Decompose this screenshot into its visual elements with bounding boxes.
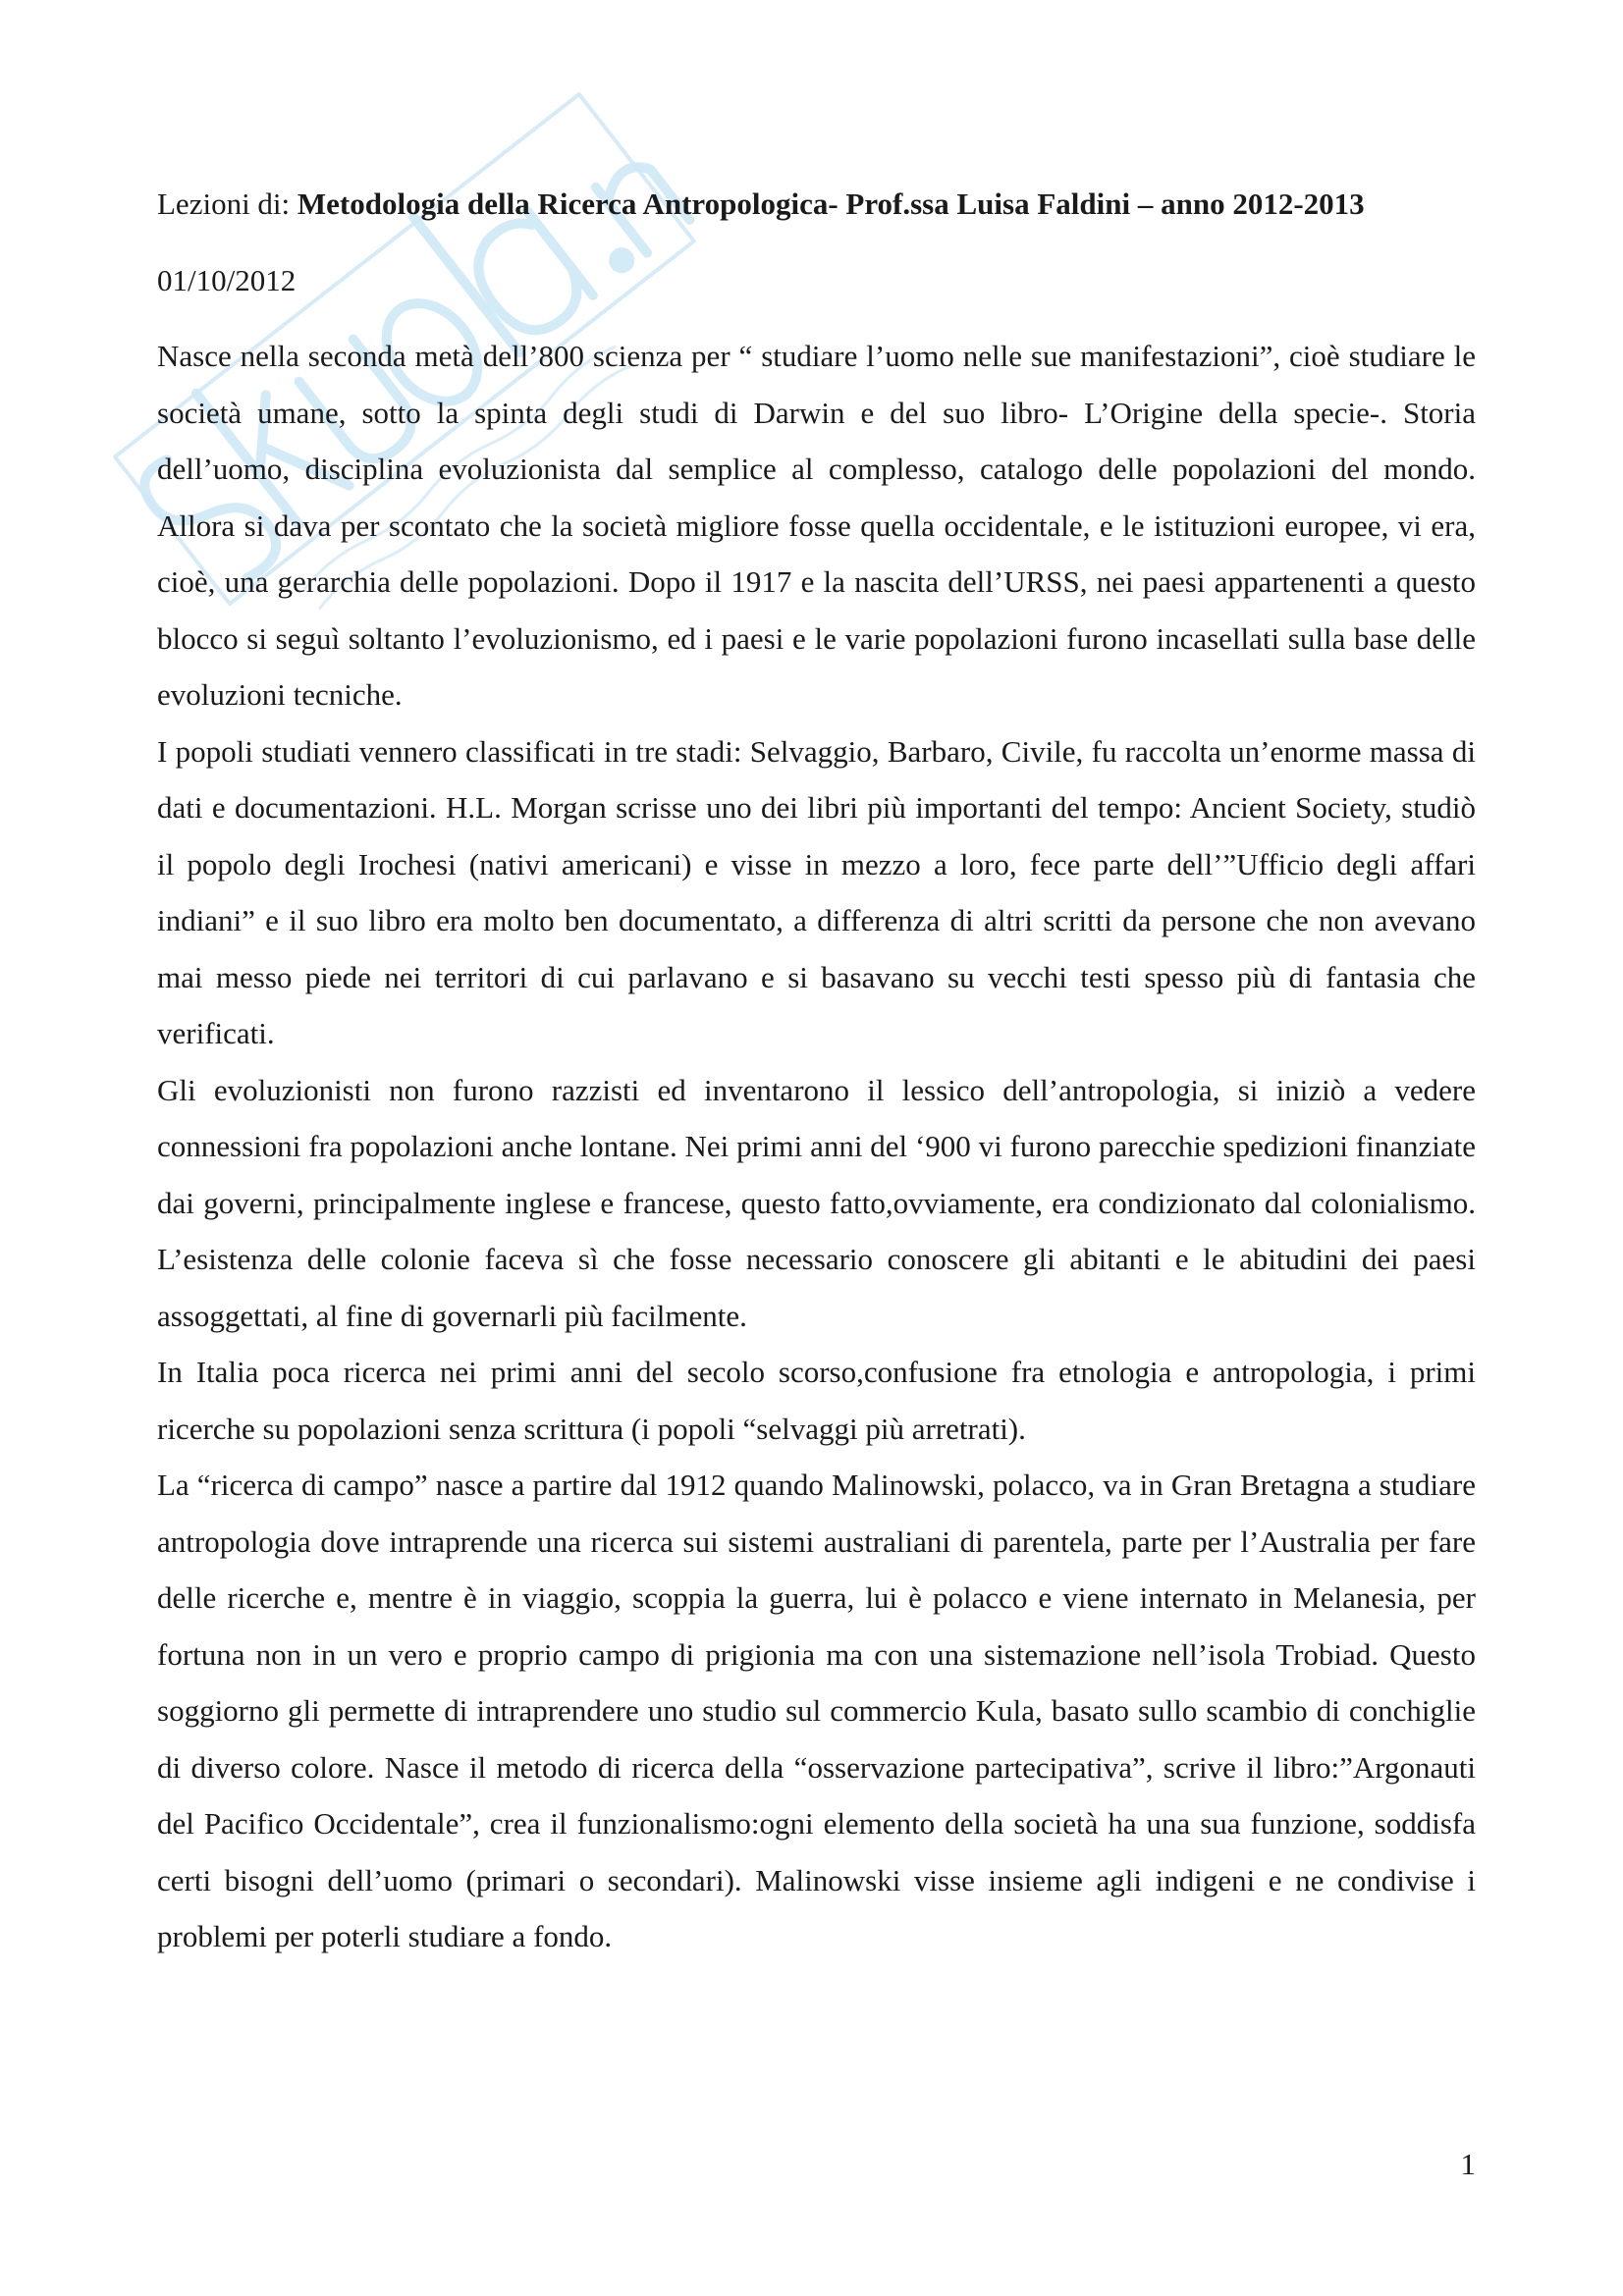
paragraph: Gli evoluzionisti non furono razzisti ed inventarono il lessico dell’antropologia, si iniziò a vedere connessioni fra popolazioni anche lontane. Nei primi anni del ‘900 vi furono parecchie spedizioni finanziate dai governi, principalmente inglese e francese, questo fatto,ovviamente, era condizionato dal colonialismo. L’esistenza delle colonie faceva sì che fosse necessario conoscere gli abitanti e le abitudini dei paesi assoggettati, al fine di governarli più facilmente. bbox=[157, 1072, 1476, 1333]
page-number: 1 bbox=[1460, 2147, 1476, 2181]
paragraph: In Italia poca ricerca nei primi anni del secolo scorso,confusione fra etnologia e antropologia, i primi ricerche su popolazioni senza scrittura (i popoli “selvaggi più arretrati). bbox=[157, 1355, 1476, 1446]
document-body bbox=[157, 185, 1476, 1965]
course-title: Metodologia della Ricerca Antropologica- Prof.ssa Luisa Faldini – anno 2012-2013 bbox=[297, 187, 1365, 221]
paragraph: La “ricerca di campo” nasce a partire dal 1912 quando Malinowski, polacco, va in Gran Bretagna a studiare antropologia dove intraprende una ricerca sui sistemi australiani di parentela, parte per l’Australia per fare delle ricerche e, mentre è in viaggio, scoppia la guerra, lui è polacco e viene internato in Melanesia, per fortuna non in un vero e proprio campo di prigionia ma con una sistemazione nell’isola Trobiad. Questo soggiorno gli permette di intraprendere uno studio sul commercio Kula, basato sullo scambio di conchiglie di diverso colore. Nasce il metodo di ricerca della “osservazione partecipativa”, scrive il libro:”Argonauti del Pacifico Occidentale”, crea il funzionalismo:ogni elemento della società ha una sua funzione, soddisfa certi bisogni dell’uomo (primari o secondari). Malinowski visse insieme agli indigeni e ne condivise i problemi per poterli studiare a fondo. bbox=[157, 1468, 1476, 1953]
lecture-header bbox=[157, 185, 1476, 224]
paragraph: Nasce nella seconda metà dell’800 scienza per “ studiare l’uomo nelle sue manifestazioni”, cioè studiare le società umane, sotto la spinta degli studi di Darwin e del suo libro- L’Origine della specie-. Storia dell’uomo, disciplina evoluzionista dal semplice al complesso, catalogo delle popolazioni del mondo. Allora si dava per scontato che la società migliore fosse quella occidentale, e le istituzioni europee, vi era, cioè, una gerarchia delle popolazioni. Dopo il 1917 e la nascita dell’URSS, nei paesi appartenenti a questo blocco si seguì soltanto l’evoluzionismo, ed i paesi e le varie popolazioni furono incasellati sulla base delle evoluzioni tecniche. bbox=[157, 339, 1476, 712]
paragraph: I popoli studiati vennero classificati in tre stadi: Selvaggio, Barbaro, Civile, fu raccolta un’enorme massa di dati e documentazioni. H.L. Morgan scrisse uno dei libri più importanti del tempo: Ancient Society, studiò il popolo degli Irochesi (nativi americani) e visse in mezzo a loro, fece parte dell’”Ufficio degli affari indiani” e il suo libro era molto ben documentato, a differenza di altri scritti da persone che non avevano mai messo piede nei territori di cui parlavano e si basavano su vecchi testi spesso più di fantasia che verificati. bbox=[157, 733, 1476, 1050]
lecture-date: 01/10/2012 bbox=[157, 263, 297, 297]
header-prefix: Lezioni di: bbox=[157, 187, 298, 221]
